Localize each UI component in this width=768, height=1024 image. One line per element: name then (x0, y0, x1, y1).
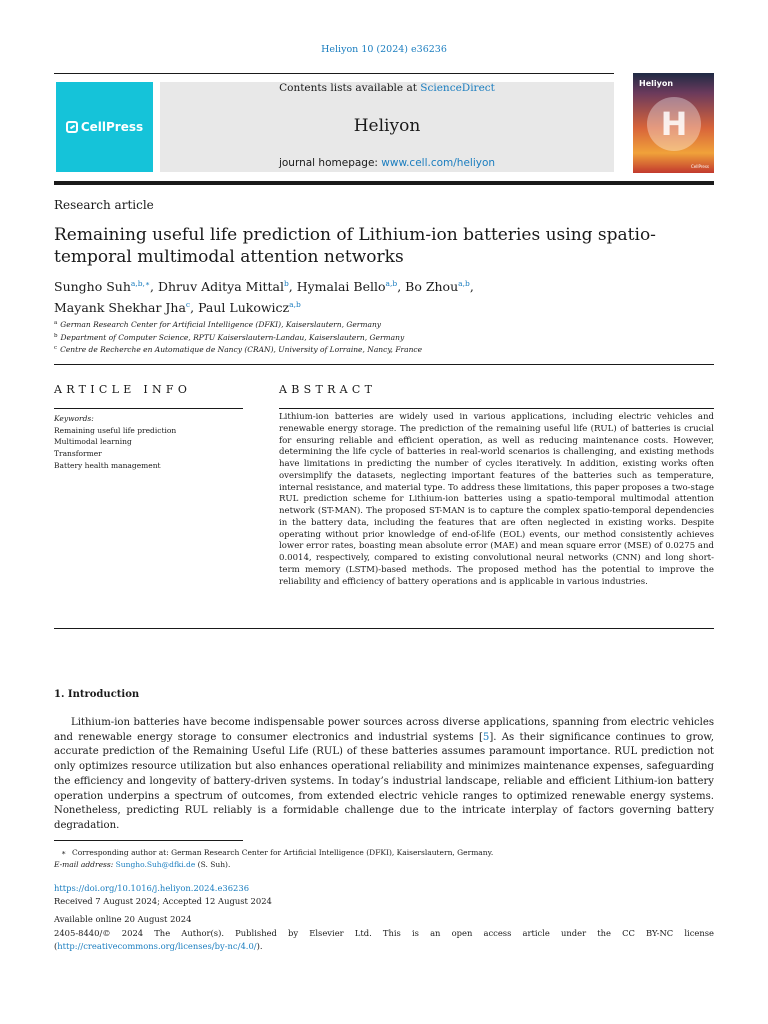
affiliation-item (54, 318, 714, 331)
author-separator: , (190, 300, 199, 315)
author-name: Sungho Suh (54, 279, 131, 294)
author-affiliation-marker[interactable]: b (283, 279, 289, 288)
cellpress-icon (66, 121, 78, 133)
intro-text-end: ]. As their significance continues to grow, accurate prediction of the Remaining Useful Life (RUL) of these batteries assumes paramount importance. RUL prediction not only optimizes resource utilization but also enhances operational reliability and minimizes maintenance expenses, safeguarding the efficiency and longevity of battery-driven systems. In today’s industrial landscape, reliable and efficient Lithium-ion battery operation underpins a spectrum of outcomes, from extended electric vehicle ranges to optimized renewable energy systems. Nonetheless, predicting RUL reliably is a formidable challenge due to the intricate interplay of factors governing battery degradation. (54, 731, 714, 831)
header-divider (54, 364, 714, 365)
affiliation-text: Department of Computer Science, RPTU Kaiserslautern-Landau, Kaiserslautern, Germany (60, 332, 405, 342)
keywords-block (54, 413, 243, 472)
footnote-rule (54, 840, 243, 841)
keyword-item: Remaining useful life prediction (54, 425, 177, 435)
email-suffix: (S. Suh). (195, 860, 231, 869)
masthead-top-rule (54, 73, 614, 74)
cover-letter: H (660, 105, 688, 143)
homepage-line (160, 157, 614, 169)
cellpress-logo-box[interactable] (56, 82, 153, 172)
contents-prefix: Contents lists available at (279, 82, 421, 94)
masthead-bottom-rule (54, 181, 714, 185)
license-text: 2405-8440/© 2024 The Author(s). Published by Elsevier Ltd. This is an open access article under the CC BY-NC license ( (54, 928, 714, 951)
article-type: Research article (54, 198, 154, 212)
doi-line[interactable] (54, 882, 714, 896)
author-affiliation-marker[interactable]: a,b (385, 279, 398, 288)
intro-text-start: Lithium-ion batteries have become indispensable power sources across diverse applications, spanning from electric vehicles and renewable energy storage to consumer electronics and industrial systems [ (54, 717, 714, 743)
license-link[interactable]: http://creativecommons.org/licenses/by-nc/4.0/ (57, 941, 257, 951)
author-separator: , (150, 279, 158, 294)
cellpress-logo-text: CellPress (80, 120, 144, 134)
article-title: Remaining useful life prediction of Lithium-ion batteries using spatio-temporal multimodal attention networks (54, 225, 656, 267)
homepage-link[interactable]: www.cell.com/heliyon (381, 157, 496, 169)
sciencedirect-link[interactable]: ScienceDirect (420, 82, 495, 94)
affiliation-key: c (54, 345, 58, 351)
author-name: Mayank Shekhar Jha (54, 300, 186, 315)
affiliation-text: German Research Center for Artificial Intelligence (DFKI), Kaiserslautern, Germany (60, 320, 382, 329)
license-statement (54, 927, 714, 953)
author-affiliation-marker[interactable]: c (185, 300, 191, 309)
author-separator: , (288, 279, 297, 294)
affiliation-item (54, 343, 714, 356)
footnote-marker: ∗ (61, 848, 67, 857)
author-list (54, 275, 714, 317)
author-name: Bo Zhou (405, 279, 459, 294)
abstract-text: Lithium-ion batteries are widely used in various applications, including electric vehicles and renewable energy storage. The prediction of the remaining useful life (RUL) of batteries is crucial for ensuring reliable and efficient operation, as well as reducing maintenance costs. However, determining the life cycle of batteries in real-world scenarios is challenging, and existing methods have limitations in predicting the number of cycles iteratively. In addition, existing works often oversimplify the datasets, neglecting important features of the batteries such as temperature, internal resistance, and material type. To address these limitations, this paper proposes a two-stage RUL prediction scheme for Lithium-ion batteries using a spatio-temporal multimodal attention network (ST-MAN). The proposed ST-MAN is to capture the complex spatio-temporal dependencies in the battery data, including the features that are often neglected in existing works. Despite operating without prior knowledge of end-of-life (EOL) events, our method consistently achieves lower error rates, boasting mean absolute error (MAE) and mean square error (MSE) of 0.0275 and 0.0014, respectively, compared to existing convolutional neural networks (CNN) and long short-term memory (LSTM)-based methods. The proposed method has the potential to improve the reliability and efficiency of battery operations and is applicable in various industries. (279, 412, 714, 587)
author-name: Dhruv Aditya Mittal (157, 279, 284, 294)
keyword-item: Multimodal learning (54, 437, 132, 447)
homepage-prefix: journal homepage: (278, 157, 382, 169)
cover-footer: CellPress (690, 164, 709, 169)
available-online-date: Available online 20 August 2024 (54, 914, 192, 924)
affiliation-text: Centre de Recherche en Automatique de Nancy (CRAN), University of Lorraine, Nancy, France (60, 345, 423, 354)
affiliation-key: b (54, 332, 58, 339)
author-name: Hymalai Bello (296, 279, 386, 294)
doi-link[interactable]: https://doi.org/10.1016/j.heliyon.2024.e36236 (54, 883, 250, 893)
abstract-rule (279, 408, 714, 409)
author-separator: , (397, 279, 406, 294)
abstract-heading: ABSTRACT (279, 383, 377, 396)
affiliation-item (54, 331, 714, 344)
author-affiliation-marker[interactable]: a,b (458, 279, 470, 288)
cellpress-logo[interactable] (66, 120, 143, 134)
citation-link[interactable]: 5 (482, 731, 490, 743)
email-note (54, 859, 714, 870)
affiliation-key: a (54, 320, 58, 326)
journal-name: Heliyon (353, 116, 421, 136)
email-link[interactable]: Sungho.Suh@dfki.de (115, 860, 196, 869)
introduction-paragraph (54, 716, 714, 834)
received-dates: Received 7 August 2024; Accepted 12 August 2024 (54, 896, 272, 906)
article-info-rule (54, 408, 243, 409)
contents-line (160, 82, 614, 94)
author-separator: , (469, 279, 474, 294)
email-label: E-mail address: (54, 860, 114, 869)
corresponding-author-text: Corresponding author at: German Research Center for Artificial Intelligence (DFKI), Kaiserslautern, Germany. (72, 848, 494, 857)
author-name: Paul Lukowicz (198, 300, 290, 315)
keyword-item: Transformer (54, 449, 102, 459)
journal-cover-image[interactable] (633, 73, 714, 173)
section-heading-introduction: 1. Introduction (54, 689, 140, 700)
cover-title: Heliyon (639, 79, 674, 88)
author-affiliation-marker[interactable]: a,b,∗ (130, 279, 151, 288)
cover-emblem (647, 97, 701, 151)
article-info-heading: ARTICLE INFO (54, 383, 192, 396)
abstract-divider (54, 628, 714, 629)
journal-reference[interactable] (0, 44, 768, 55)
affiliation-list (54, 318, 714, 356)
keyword-item: Battery health management (54, 460, 161, 470)
keywords-label: Keywords: (54, 414, 94, 423)
author-affiliation-marker[interactable]: a,b (289, 300, 301, 309)
corresponding-author-note (54, 847, 714, 858)
license-end: ). (256, 941, 263, 951)
journal-reference-link[interactable]: Heliyon 10 (2024) e36236 (321, 44, 447, 55)
